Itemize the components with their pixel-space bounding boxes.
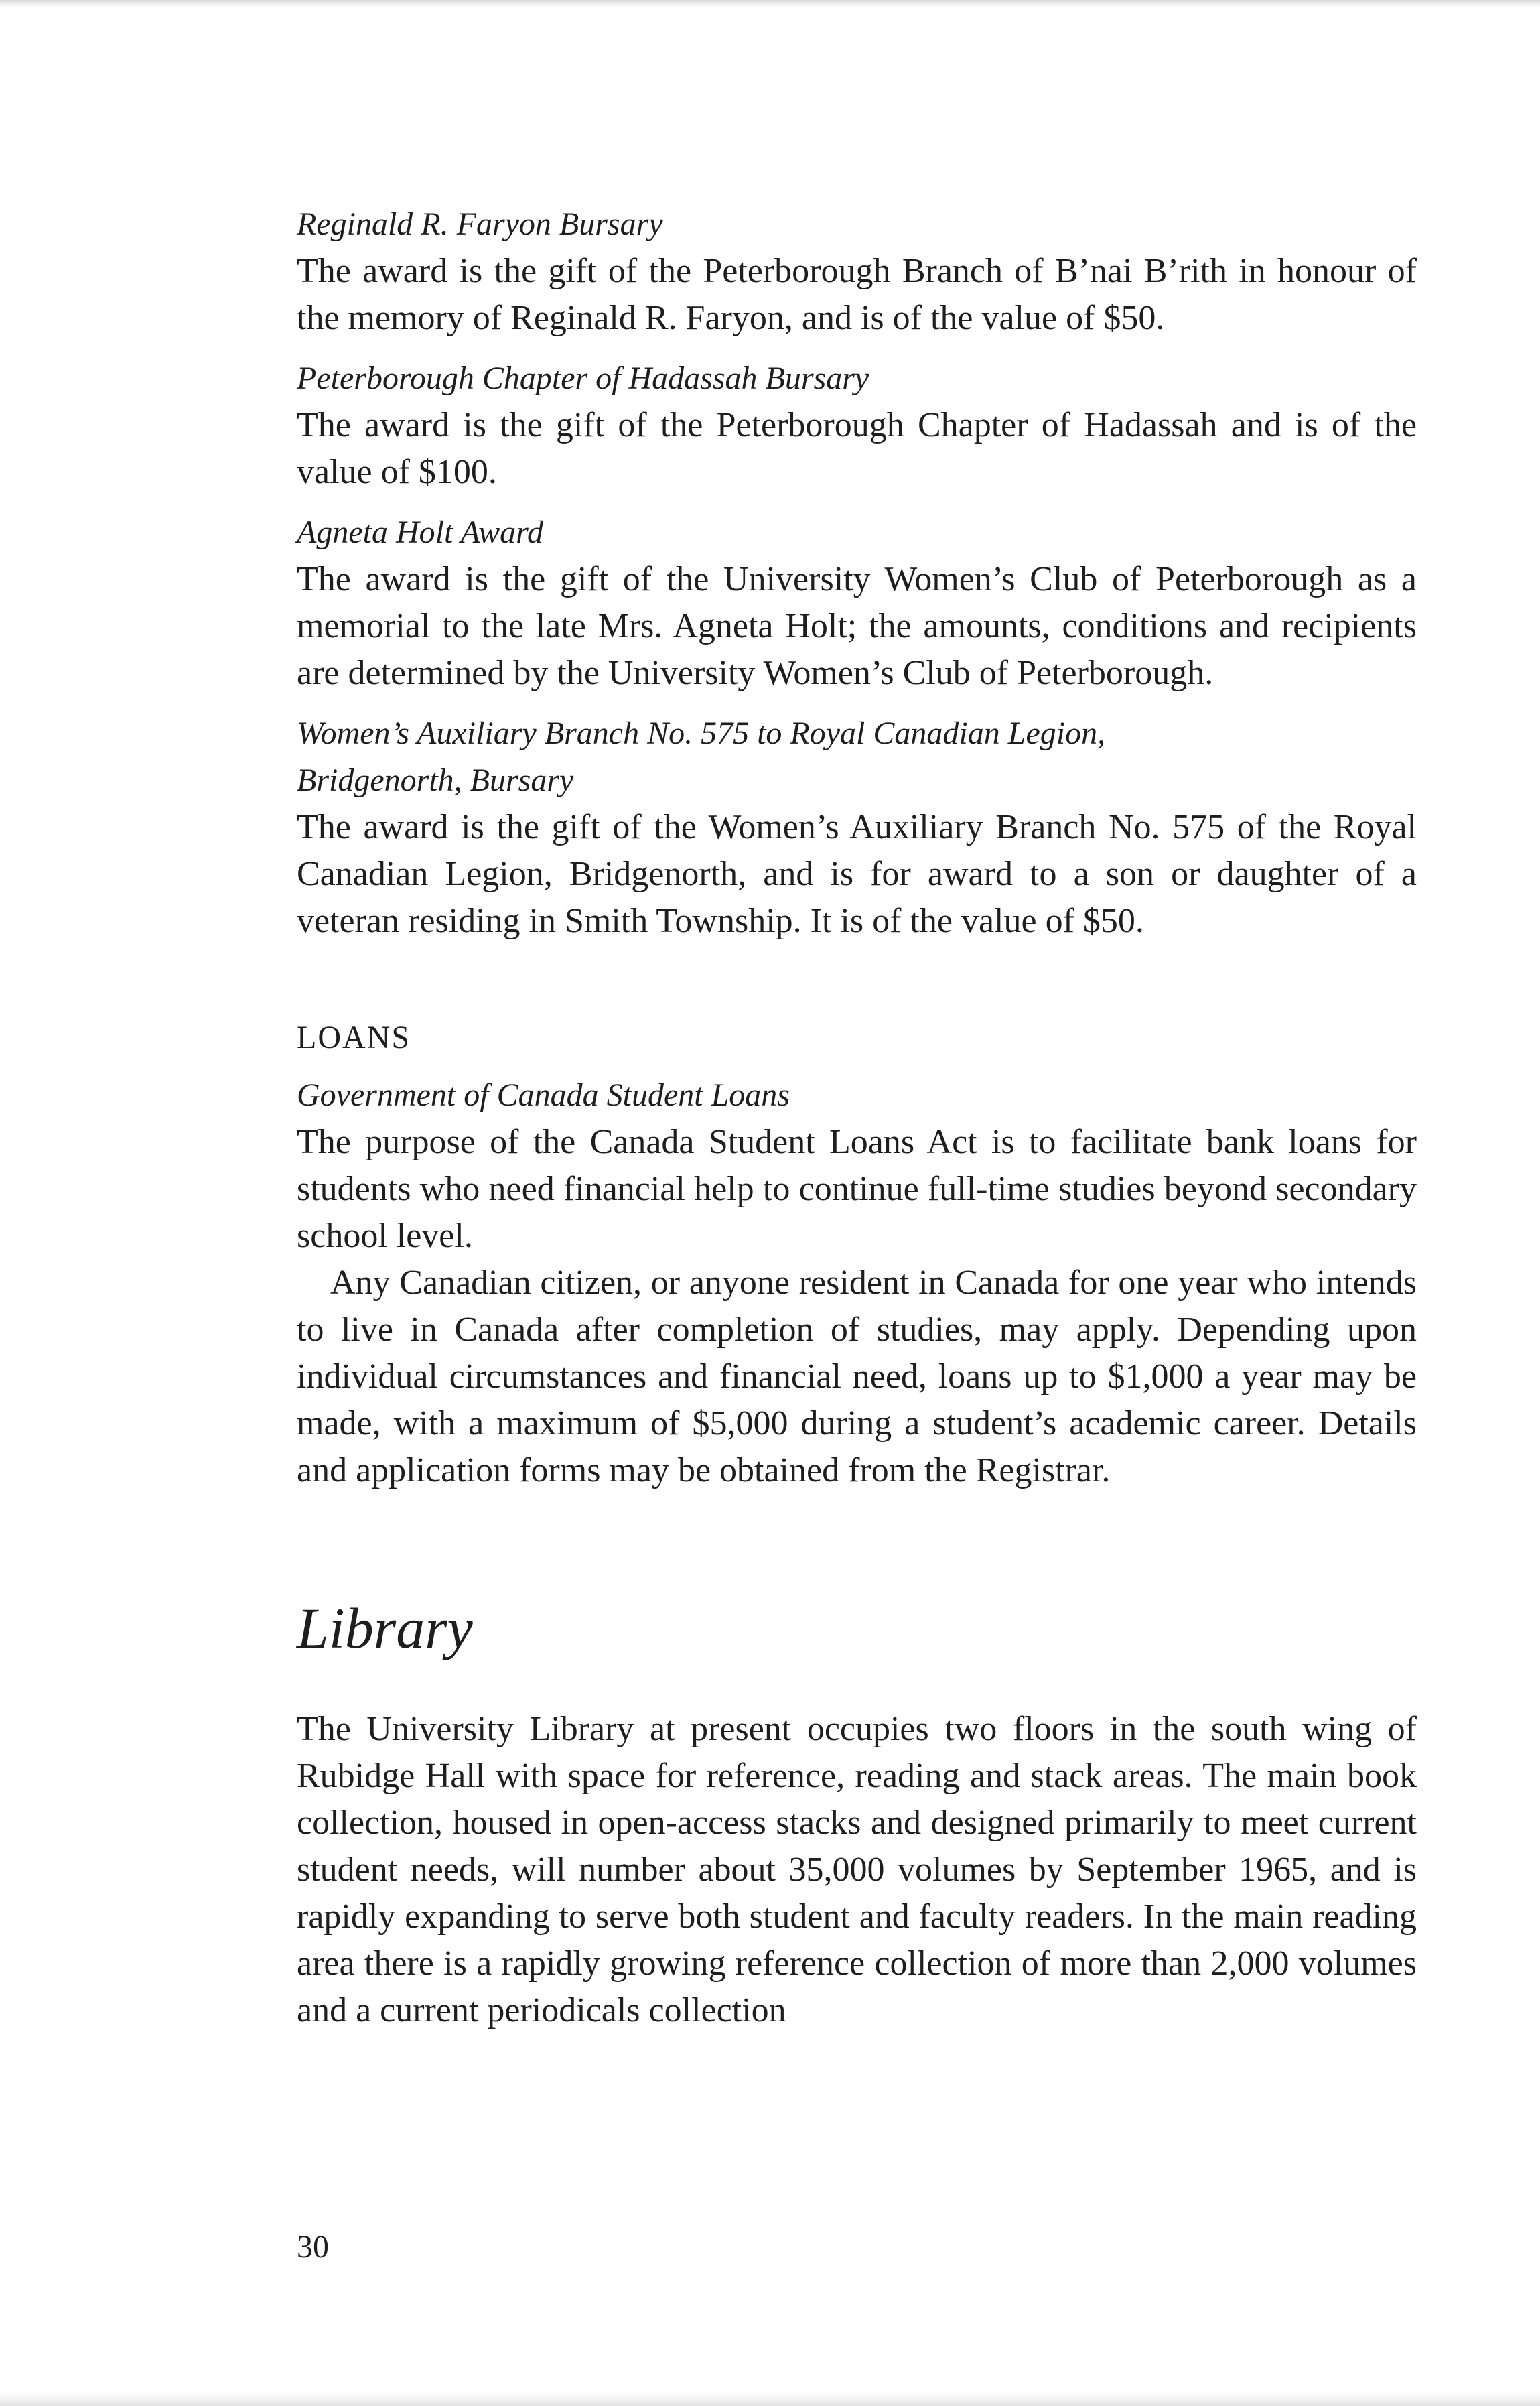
bursary-title: Peterborough Chapter of Hadassah Bursary bbox=[297, 360, 869, 396]
bursary-description: The award is the gift of the Women’s Auxiliary Branch No. 575 of the Royal Canadian Legion, Bridgenorth, and is for award to a son or daughter of a veteran residing in Smith Township. It is of the value of $50. bbox=[297, 808, 1417, 940]
scan-top-edge bbox=[0, 0, 1540, 8]
bursary-title-line-1: Women’s Auxiliary Branch No. 575 to Royal Canadian Legion, bbox=[297, 716, 1106, 751]
bursary-entry-faryon bbox=[297, 201, 1417, 342]
bursary-title: Agneta Holt Award bbox=[297, 515, 544, 550]
scan-bottom-edge bbox=[0, 2391, 1540, 2406]
loans-paragraph-1: The purpose of the Canada Student Loans Act is to facilitate bank loans for students who need financial help to continue full-time studies beyond secondary school level. bbox=[297, 1123, 1417, 1255]
loans-heading: LOANS bbox=[297, 1020, 411, 1055]
library-paragraph: The University Library at present occupies two floors in the south wing of Rubidge Hall with space for reference, reading and stack areas. The main book collection, housed in open-access stacks and designed primarily to meet current student needs, will number about 35,000 volumes by September 1965, and is rapidly expanding to serve both student and faculty readers. In the main reading area there is a rapidly growing reference collection of more than 2,000 volumes and a current periodicals collection bbox=[297, 1710, 1417, 2029]
bursary-description: The award is the gift of the Peterborough Chapter of Hadassah and is of the value of $100. bbox=[297, 406, 1417, 491]
page-text-block bbox=[297, 201, 1417, 2034]
bursary-description: The award is the gift of the Peterborough Branch of B’nai B’rith in honour of the memory of Reginald R. Faryon, and is of the value of $50. bbox=[297, 252, 1417, 337]
bursary-entry-hadassah bbox=[297, 355, 1417, 496]
loans-entry bbox=[297, 1072, 1417, 1494]
loans-title: Government of Canada Student Loans bbox=[297, 1077, 790, 1113]
library-heading: Library bbox=[297, 1596, 473, 1660]
bursary-description: The award is the gift of the University Women’s Club of Peterborough as a memorial to the late Mrs. Agneta Holt; the amounts, conditions and recipients are determined by the University Women’s Club of Peterborough. bbox=[297, 560, 1417, 692]
bursary-title-line-2: Bridgenorth, Bursary bbox=[297, 762, 574, 798]
bursary-entry-holt bbox=[297, 509, 1417, 697]
page-number: 30 bbox=[297, 2229, 329, 2265]
bursary-entry-legion bbox=[297, 710, 1417, 945]
loans-paragraph-2: Any Canadian citizen, or anyone resident in Canada for one year who intends to live in Canada after completion of studies, may apply. Depending upon individual circumstances and financial need, loans up to $1,000 a year may be made, with a maximum of $5,000 during a student’s academic career. Details and application forms may be obtained from the Registrar. bbox=[297, 1264, 1417, 1489]
bursary-title: Reginald R. Faryon Bursary bbox=[297, 206, 663, 242]
